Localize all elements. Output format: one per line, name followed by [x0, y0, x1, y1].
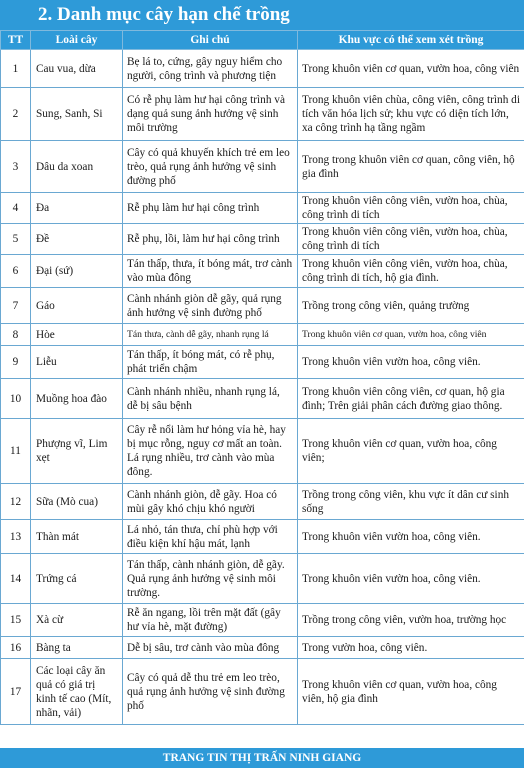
table-body [1, 50, 524, 725]
species-name: Xà cừ [31, 604, 123, 637]
note-cell: Cây có quả khuyến khích trẻ em leo trèo, quả rụng ảnh hưởng vệ sinh đường phố [123, 141, 298, 193]
area-cell: Trong trong khuôn viên cơ quan, công viên, hộ gia đình [298, 141, 524, 193]
area-cell: Trong vườn hoa, công viên. [298, 637, 524, 659]
species-name: Phượng vĩ, Lim xẹt [31, 419, 123, 484]
note-cell: Cành nhánh giòn dễ gãy, quả rụng ảnh hưởng vệ sinh đường phố [123, 288, 298, 324]
table-row [1, 554, 524, 604]
area-cell: Trồng trong công viên, quảng trường [298, 288, 524, 324]
species-name: Đề [31, 224, 123, 255]
column-header-area: Khu vực có thể xem xét trồng [298, 31, 524, 50]
area-cell: Trong khuôn viên công viên, vườn hoa, chùa, công trình di tích [298, 193, 524, 224]
row-number: 10 [1, 379, 31, 419]
area-cell: Trong khuôn viên công viên, cơ quan, hộ gia đình; Trên giải phân cách đường giao thông. [298, 379, 524, 419]
table-row [1, 604, 524, 637]
species-name: Thàn mát [31, 520, 123, 554]
note-cell: Cây có quả dễ thu trẻ em leo trèo, quả rụng ảnh hưởng vệ sinh đường phố [123, 659, 298, 725]
species-name: Bàng ta [31, 637, 123, 659]
table-row [1, 379, 524, 419]
row-number: 16 [1, 637, 31, 659]
species-name: Đại (sứ) [31, 255, 123, 288]
row-number: 4 [1, 193, 31, 224]
note-cell: Bẹ lá to, cứng, gây nguy hiểm cho người, công trình và phương tiện [123, 50, 298, 88]
row-number: 13 [1, 520, 31, 554]
area-cell: Trong khuôn viên cơ quan, vườn hoa, công viên [298, 50, 524, 88]
table-row [1, 520, 524, 554]
area-cell: Trong khuôn viên vườn hoa, công viên. [298, 554, 524, 604]
table-row [1, 255, 524, 288]
site-footer: TRANG TIN THỊ TRẤN NINH GIANG [0, 748, 524, 768]
note-cell: Có rễ phụ làm hư hại công trình và dạng quả sung ảnh hưởng vệ sinh môi trường [123, 88, 298, 141]
species-name: Các loại cây ăn quả có giá trị kinh tế cao (Mít, nhãn, vải) [31, 659, 123, 725]
row-number: 12 [1, 484, 31, 520]
plant-table [0, 30, 524, 725]
table-row [1, 346, 524, 379]
area-cell: Trong khuôn viên chùa, công viên, công trình di tích văn hóa lịch sử; khu vực có diện tích lớn, xa công trình hạ tầng ngầm [298, 88, 524, 141]
table-row [1, 637, 524, 659]
note-cell: Cành nhánh giòn, dễ gãy. Hoa có mùi gây khó chịu khó người [123, 484, 298, 520]
column-header-species: Loài cây [31, 31, 123, 50]
row-number: 3 [1, 141, 31, 193]
area-cell: Trong khuôn viên công viên, vườn hoa, chùa, công trình di tích [298, 224, 524, 255]
note-cell: Rễ phụ làm hư hại công trình [123, 193, 298, 224]
note-cell: Tán thưa, cành dễ gãy, nhanh rụng lá [123, 324, 298, 346]
row-number: 2 [1, 88, 31, 141]
species-name: Gáo [31, 288, 123, 324]
page-title: 2. Danh mục cây hạn chế trồng [0, 0, 524, 30]
area-cell: Trồng trong công viên, khu vực ít dân cư sinh sống [298, 484, 524, 520]
table-row [1, 50, 524, 88]
table-row [1, 484, 524, 520]
row-number: 14 [1, 554, 31, 604]
species-name: Đa [31, 193, 123, 224]
species-name: Muồng hoa đào [31, 379, 123, 419]
note-cell: Dễ bị sâu, trơ cành vào mùa đông [123, 637, 298, 659]
table-row [1, 288, 524, 324]
species-name: Liễu [31, 346, 123, 379]
table-row [1, 141, 524, 193]
table-header-row [1, 31, 524, 50]
column-header-note: Ghi chú [123, 31, 298, 50]
row-number: 15 [1, 604, 31, 637]
table-row [1, 224, 524, 255]
column-header-tt: TT [1, 31, 31, 50]
area-cell: Trong khuôn viên công viên, vườn hoa, chùa, công trình di tích, hộ gia đình. [298, 255, 524, 288]
area-cell: Trong khuôn viên cơ quan, vườn hoa, công viên [298, 324, 524, 346]
note-cell: Rễ phụ, lồi, làm hư hại công trình [123, 224, 298, 255]
area-cell: Trong khuôn viên cơ quan, vườn hoa, công viên; [298, 419, 524, 484]
species-name: Sung, Sanh, Si [31, 88, 123, 141]
row-number: 5 [1, 224, 31, 255]
table-row [1, 419, 524, 484]
note-cell: Cây rễ nổi làm hư hỏng vỉa hè, hay bị mục rỗng, nguy cơ mất an toàn. Lá rụng nhiều, trơ cành vào mùa đông. [123, 419, 298, 484]
species-name: Cau vua, dừa [31, 50, 123, 88]
row-number: 7 [1, 288, 31, 324]
species-name: Hòe [31, 324, 123, 346]
species-name: Trứng cá [31, 554, 123, 604]
row-number: 9 [1, 346, 31, 379]
row-number: 8 [1, 324, 31, 346]
note-cell: Rễ ăn ngang, lồi trên mặt đất (gây hư vỉa hè, mặt đường) [123, 604, 298, 637]
area-cell: Trồng trong công viên, vườn hoa, trường học [298, 604, 524, 637]
table-row [1, 88, 524, 141]
note-cell: Cành nhánh nhiều, nhanh rụng lá, dễ bị sâu bệnh [123, 379, 298, 419]
note-cell: Tán thấp, ít bóng mát, có rễ phụ, phát triển chậm [123, 346, 298, 379]
note-cell: Lá nhỏ, tán thưa, chỉ phù hợp với điều kiện khí hậu mát, lạnh [123, 520, 298, 554]
area-cell: Trong khuôn viên vườn hoa, công viên. [298, 520, 524, 554]
table-row [1, 193, 524, 224]
row-number: 6 [1, 255, 31, 288]
note-cell: Tán thấp, cành nhánh giòn, dễ gãy. Quả rụng ảnh hưởng vệ sinh môi trường. [123, 554, 298, 604]
row-number: 17 [1, 659, 31, 725]
species-name: Dâu da xoan [31, 141, 123, 193]
note-cell: Tán thấp, thưa, ít bóng mát, trơ cành vào mùa đông [123, 255, 298, 288]
area-cell: Trong khuôn viên cơ quan, vườn hoa, công viên, hộ gia đình [298, 659, 524, 725]
area-cell: Trong khuôn viên vườn hoa, công viên. [298, 346, 524, 379]
table-row [1, 659, 524, 725]
table-row [1, 324, 524, 346]
species-name: Sữa (Mò cua) [31, 484, 123, 520]
row-number: 1 [1, 50, 31, 88]
row-number: 11 [1, 419, 31, 484]
